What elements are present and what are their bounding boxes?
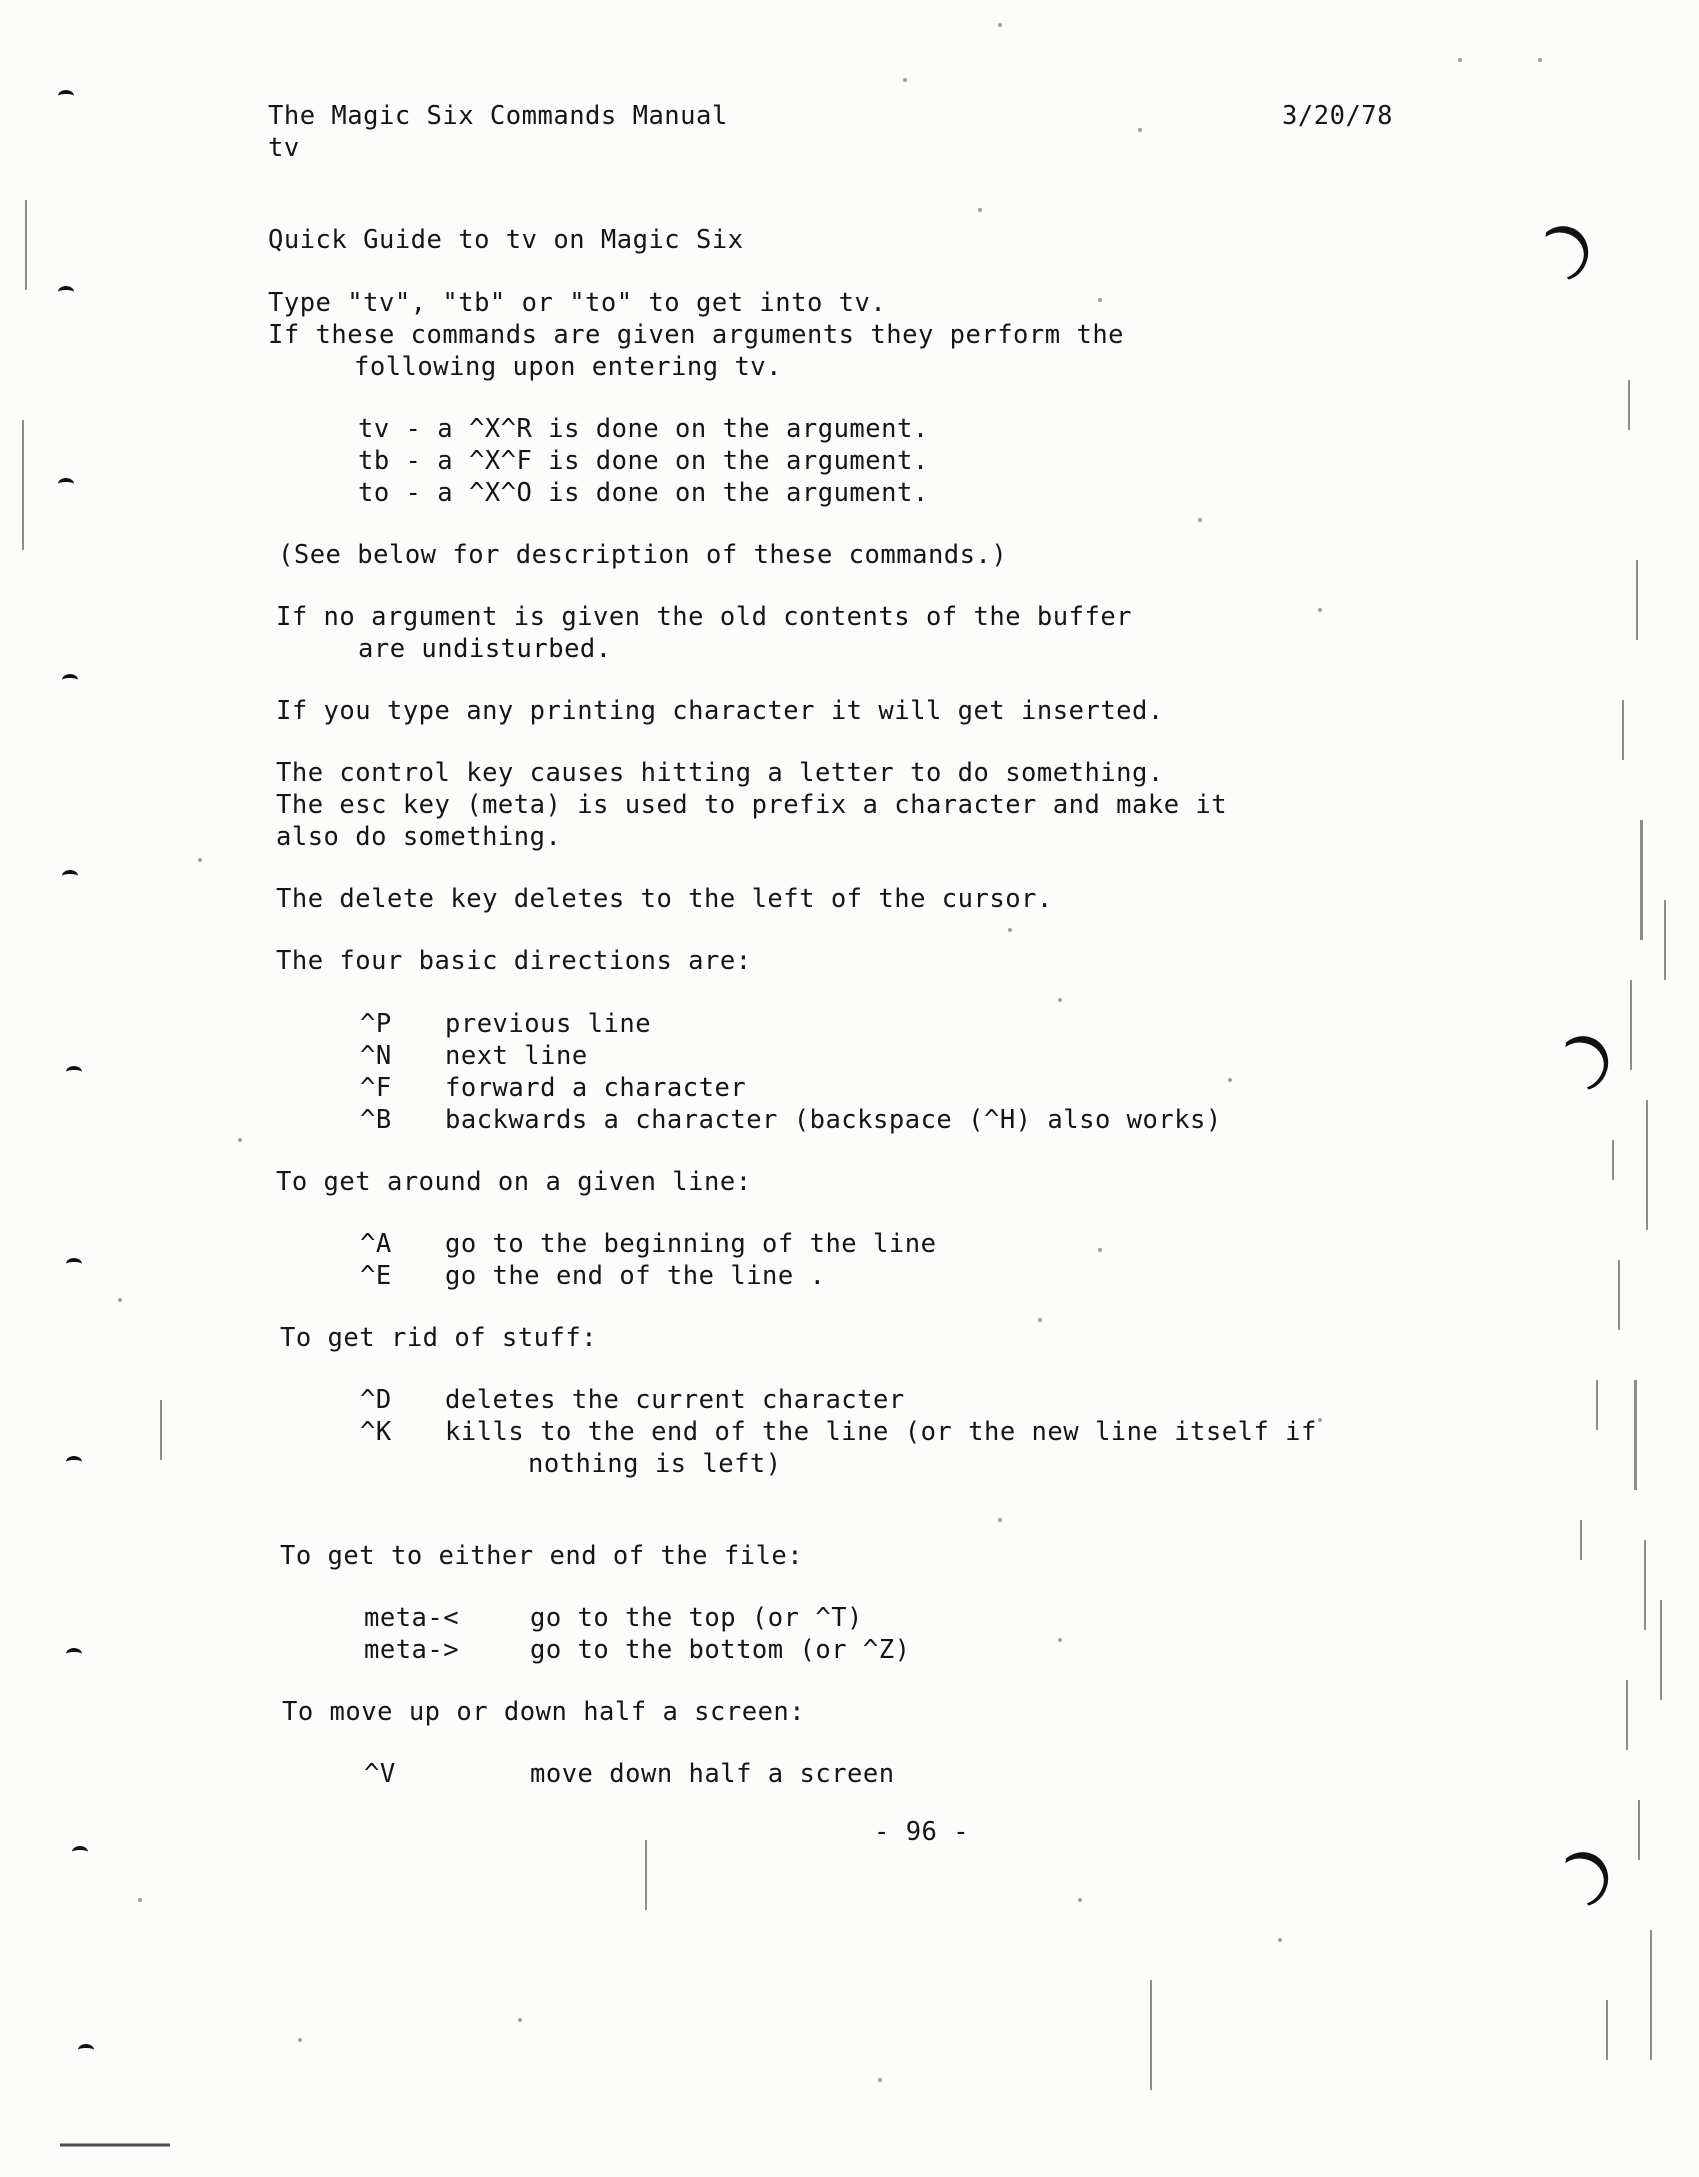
key-description: go to the top (or ^T) <box>530 1603 863 1633</box>
paragraph-line: also do something. <box>276 822 562 852</box>
argument-row: tv - a ^X^R is done on the argument. <box>358 414 929 444</box>
key-name: ^B <box>360 1105 392 1135</box>
section-title: Quick Guide to tv on Magic Six <box>268 225 744 255</box>
header-command: tv <box>268 133 300 163</box>
key-description: previous line <box>445 1009 652 1039</box>
key-name: ^N <box>360 1041 392 1071</box>
margin-mark-icon <box>66 1648 82 1660</box>
key-description: next line <box>445 1041 588 1071</box>
paragraph-line: If these commands are given arguments they perform the <box>268 320 1125 350</box>
key-description: deletes the current character <box>445 1385 905 1415</box>
manual-title: The Magic Six Commands Manual <box>268 101 728 131</box>
margin-mark-icon <box>62 674 78 686</box>
margin-mark-icon <box>66 1456 82 1468</box>
margin-mark-icon <box>66 1066 82 1078</box>
paragraph-line: The delete key deletes to the left of the cursor. <box>276 884 1053 914</box>
subsection-heading: The four basic directions are: <box>276 946 752 976</box>
key-name: meta-< <box>364 1603 460 1633</box>
paragraph-line: The control key causes hitting a letter to do something. <box>276 758 1164 788</box>
subsection-heading: To get to either end of the file: <box>280 1541 804 1571</box>
margin-mark-icon <box>72 1846 88 1858</box>
paragraph-line: If you type any printing character it will get inserted. <box>276 696 1164 726</box>
margin-mark-icon <box>78 2044 94 2056</box>
margin-mark-icon <box>58 90 74 102</box>
key-description: go the end of the line . <box>445 1261 826 1291</box>
paragraph-line: are undisturbed. <box>358 634 612 664</box>
key-description: backwards a character (backspace (^H) also works) <box>445 1105 1222 1135</box>
argument-row: tb - a ^X^F is done on the argument. <box>358 446 929 476</box>
key-name: ^F <box>360 1073 392 1103</box>
key-description: nothing is left) <box>528 1449 782 1479</box>
key-name: ^D <box>360 1385 392 1415</box>
key-name: ^K <box>360 1417 392 1447</box>
paragraph-line: Type "tv", "tb" or "to" to get into tv. <box>268 288 887 318</box>
key-description: kills to the end of the line (or the new line itself if <box>445 1417 1317 1447</box>
margin-mark-icon <box>62 870 78 882</box>
key-description: move down half a screen <box>530 1759 895 1789</box>
key-name: ^A <box>360 1229 392 1259</box>
paragraph-line: If no argument is given the old contents of the buffer <box>276 602 1133 632</box>
page-number: - 96 - <box>874 1817 970 1847</box>
paragraph-line: following upon entering tv. <box>354 352 783 382</box>
argument-row: to - a ^X^O is done on the argument. <box>358 478 929 508</box>
margin-mark-icon <box>58 286 74 298</box>
key-name: meta-> <box>364 1635 460 1665</box>
header-date: 3/20/78 <box>1282 101 1393 131</box>
key-description: go to the beginning of the line <box>445 1229 937 1259</box>
paragraph-line: The esc key (meta) is used to prefix a character and make it <box>276 790 1228 820</box>
subsection-heading: To get rid of stuff: <box>280 1323 598 1353</box>
margin-mark-icon <box>58 478 74 490</box>
key-name: ^E <box>360 1261 392 1291</box>
key-description: go to the bottom (or ^Z) <box>530 1635 911 1665</box>
margin-mark-icon <box>66 1258 82 1270</box>
key-description: forward a character <box>445 1073 747 1103</box>
subsection-heading: To get around on a given line: <box>276 1167 752 1197</box>
subsection-heading: To move up or down half a screen: <box>282 1697 806 1727</box>
paragraph-line: (See below for description of these commands.) <box>278 540 1008 570</box>
key-name: ^P <box>360 1009 392 1039</box>
key-name: ^V <box>364 1759 396 1789</box>
